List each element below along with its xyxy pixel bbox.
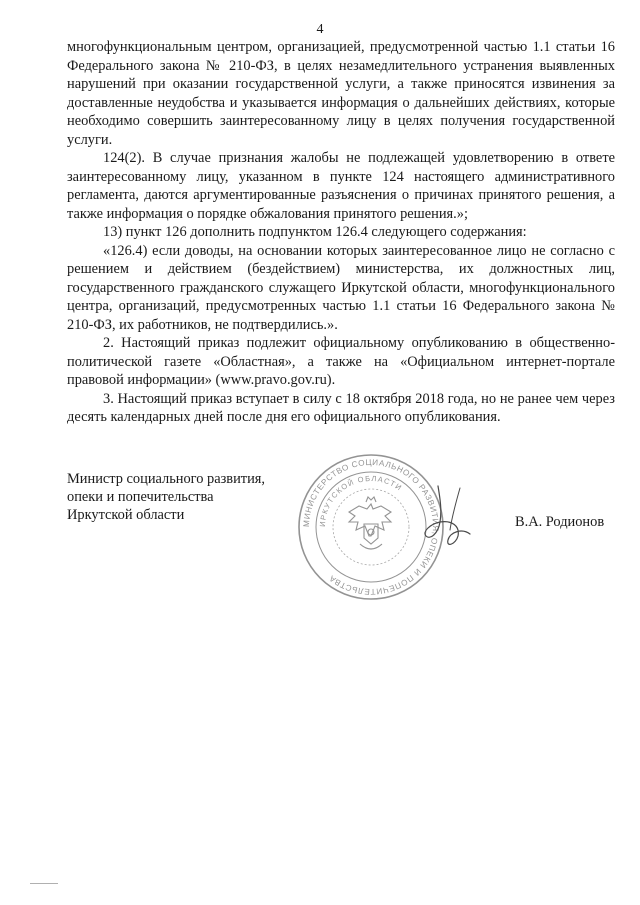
signatory-position-line: опеки и попечительства: [67, 489, 214, 505]
paragraph-126-4: «126.4) если доводы, на основании которых заинтересованное лицо не согласно с решением и действием (бездействием) министерства, их должностных лиц, государственного гражданского служащего Иркутской области, многофункционального центра, организаций, предусмотренных частью 1.1 статьи 16 Федерального закона № 210-ФЗ, их работников, не подтвердились.».: [67, 242, 615, 333]
handwritten-signature: [400, 478, 490, 558]
seal-inner-text: ИРКУТСКОЙ ОБЛАСТИ: [317, 473, 405, 528]
paragraph-continuation: многофункциональным центром, организацией, предусмотренной частью 1.1 статьи 16 Федерального закона № 210-ФЗ, в целях незамедлительного устранения выявленных нарушений при оказании государственной услуги, а также приносятся извинения за доставленные неудобства и указывается информация о дальнейших действиях, которые необходимо совершить заинтересованному лицу в целях получения государственной услуги.: [67, 39, 615, 148]
document-body: [67, 38, 615, 427]
seal-outer-text: МИНИСТЕРСТВО СОЦИАЛЬНОГО РАЗВИТИЯ, ОПЕКИ И ПОПЕЧИТЕЛЬСТВА: [301, 457, 441, 597]
signatory-name: В.А. Родионов: [515, 514, 605, 530]
footer-mark: [30, 883, 58, 884]
page-number: 4: [316, 22, 324, 37]
signatory-position-line: Министр социального развития,: [67, 471, 265, 487]
coat-of-arms-icon: [349, 497, 391, 549]
signatory-position-line: Иркутской области: [67, 507, 185, 523]
paragraph-item-2: 2. Настоящий приказ подлежит официальному опубликованию в общественно-политической газете «Областная», а также на «Официальном интернет-портале правовой информации» (www.pravo.gov.ru).: [67, 335, 615, 388]
paragraph-item-3: 3. Настоящий приказ вступает в силу с 18 октября 2018 года, но не ранее чем через десять календарных дней после дня его официального опубликования.: [67, 390, 615, 425]
paragraph-124-2: 124(2). В случае признания жалобы не подлежащей удовлетворению в ответе заинтересованному лицу, указанном в пункте 124 настоящего административного регламента, даются аргументированные разъяснения о причинах принятого решения, а также информация о порядке обжалования принятого решения.»;: [67, 150, 615, 222]
signatory-position: [67, 470, 327, 524]
paragraph-item-13: 13) пункт 126 дополнить подпунктом 126.4 следующего содержания:: [103, 224, 527, 240]
